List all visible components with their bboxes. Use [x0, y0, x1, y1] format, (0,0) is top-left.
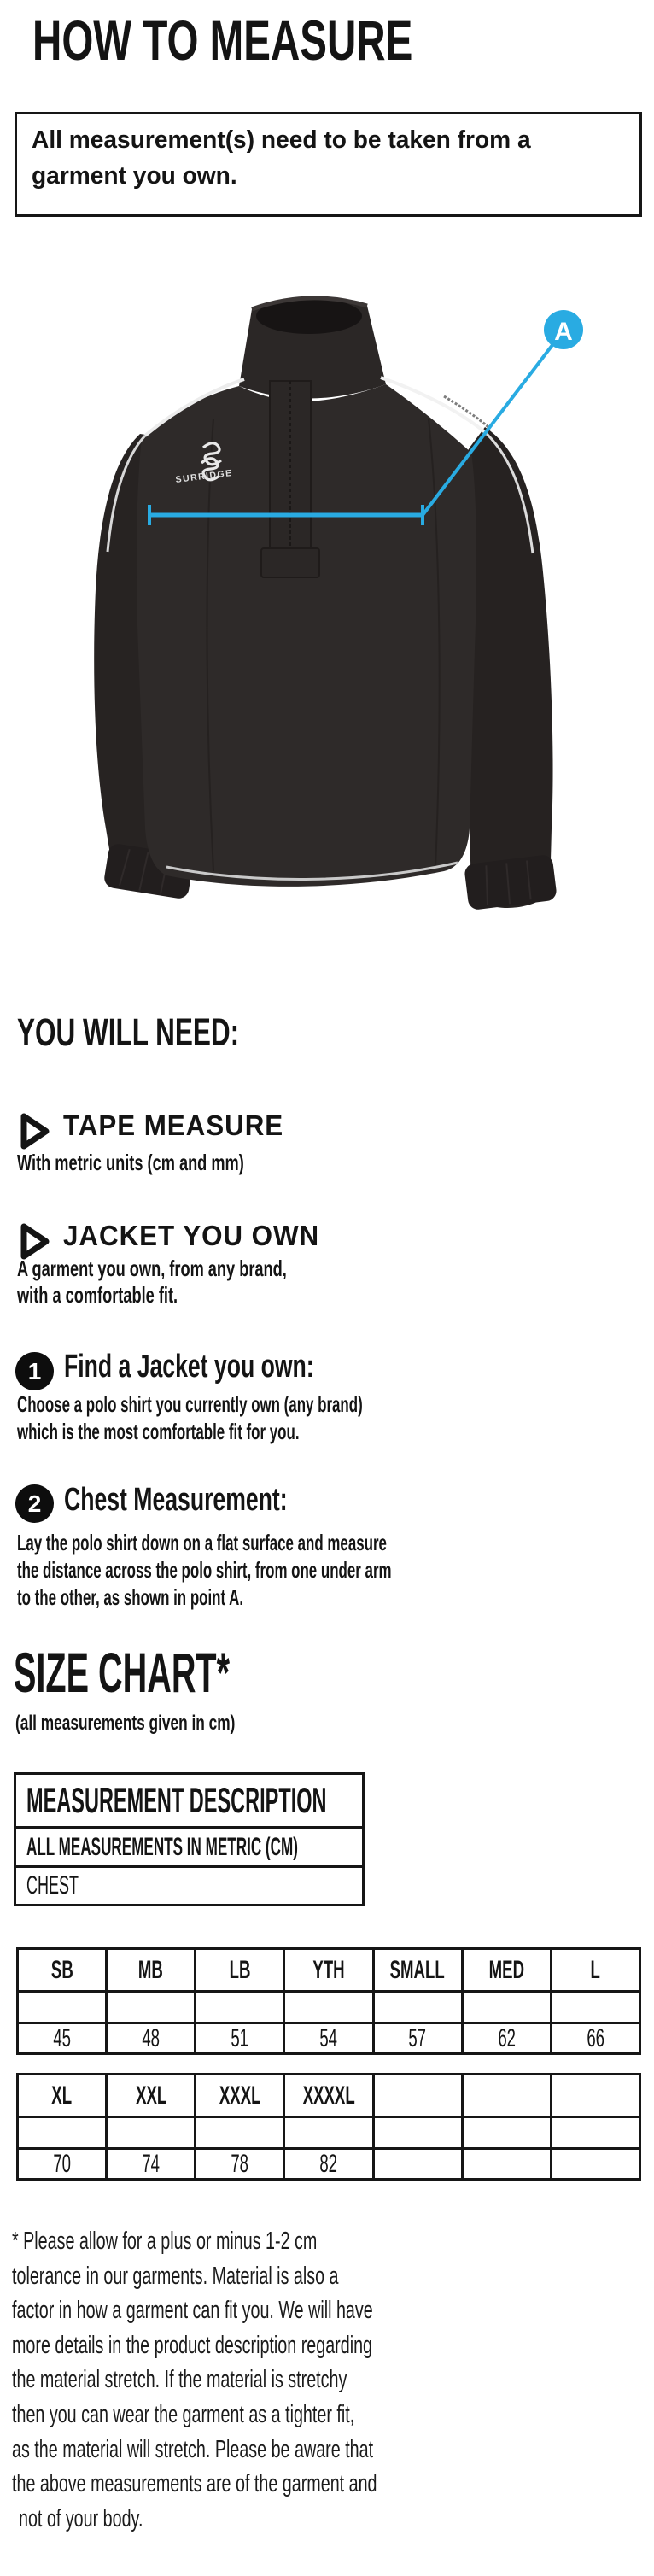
- measure-point-label: A: [554, 317, 573, 346]
- size-chart-subheading: (all measurements given in cm): [15, 1712, 236, 1735]
- step-2-number-badge: 2: [15, 1484, 54, 1523]
- tolerance-footnote: * Please allow for a plus or minus 1-2 cm tolerance in our garments. Material is also a factor in how a garment can fit you. We will have more details in the product description regarding the material stretch. If the material is stretchy then you can wear the garment as a tighter fit, as the material will stretch. Please be aware that the above measurements are of the garment and not of your body.: [12, 2228, 377, 2532]
- size-table-blank-row: [19, 1990, 639, 2022]
- jacket-measurement-diagram: [85, 282, 598, 914]
- size-table-chest-values-row: 45 48 51 54 57 62 66: [19, 2022, 639, 2052]
- need-item-tape-measure: TAPE MEASURE: [63, 1109, 284, 1141]
- size-table-youth-adult: [16, 1947, 641, 2055]
- brand-logo-text: SURRIDGE: [174, 467, 234, 485]
- description-table-metric-row: ALL MEASUREMENTS IN METRIC (CM): [16, 1826, 362, 1865]
- measurement-description-table: [14, 1772, 365, 1906]
- triangle-bullet-icon: [20, 1113, 50, 1150]
- size-table-header-row: XL XXL XXXL XXXXL: [19, 2075, 639, 2116]
- notice-line: All measurement(s) need to be taken from a: [32, 126, 531, 154]
- you-will-need-heading: YOU WILL NEED:: [17, 1010, 240, 1054]
- step-2-body: Lay the polo shirt down on a flat surface and measure the distance across the polo shirt, from one under arm to the other, as shown in point A.: [17, 1530, 392, 1610]
- step-1-body: Choose a polo shirt you currently own (any brand) which is the most comfortable fit for you.: [17, 1391, 363, 1444]
- size-table-extended: [16, 2073, 641, 2181]
- jacket-shoulder-stitching: [444, 396, 488, 427]
- notice-line: garment you own.: [32, 162, 237, 190]
- need-item-jacket-you-own: JACKET YOU OWN: [63, 1220, 320, 1251]
- step-1-title: Find a Jacket you own:: [64, 1349, 314, 1385]
- size-table-header-row: SB MB LB YTH SMALL MED L: [19, 1950, 639, 1990]
- notice-box: [15, 112, 642, 217]
- need-item-tape-measure-desc: With metric units (cm and mm): [17, 1150, 244, 1175]
- description-table-chest-row: CHEST: [16, 1865, 362, 1904]
- size-table-blank-row: [19, 2116, 639, 2147]
- step-2-title: Chest Measurement:: [64, 1482, 288, 1518]
- step-1-number-badge: 1: [15, 1352, 54, 1390]
- description-table-title-row: MEASUREMENT DESCRIPTION: [26, 1780, 327, 1820]
- page-title: HOW TO MEASURE: [32, 9, 413, 72]
- jacket-placket-flap: [261, 548, 319, 577]
- size-chart-heading: SIZE CHART*: [14, 1641, 231, 1704]
- need-item-jacket-desc: A garment you own, from any brand, with a comfortable fit.: [17, 1256, 287, 1308]
- triangle-bullet-icon: [20, 1223, 50, 1260]
- size-table-chest-values-row: 70 74 78 82: [19, 2147, 639, 2178]
